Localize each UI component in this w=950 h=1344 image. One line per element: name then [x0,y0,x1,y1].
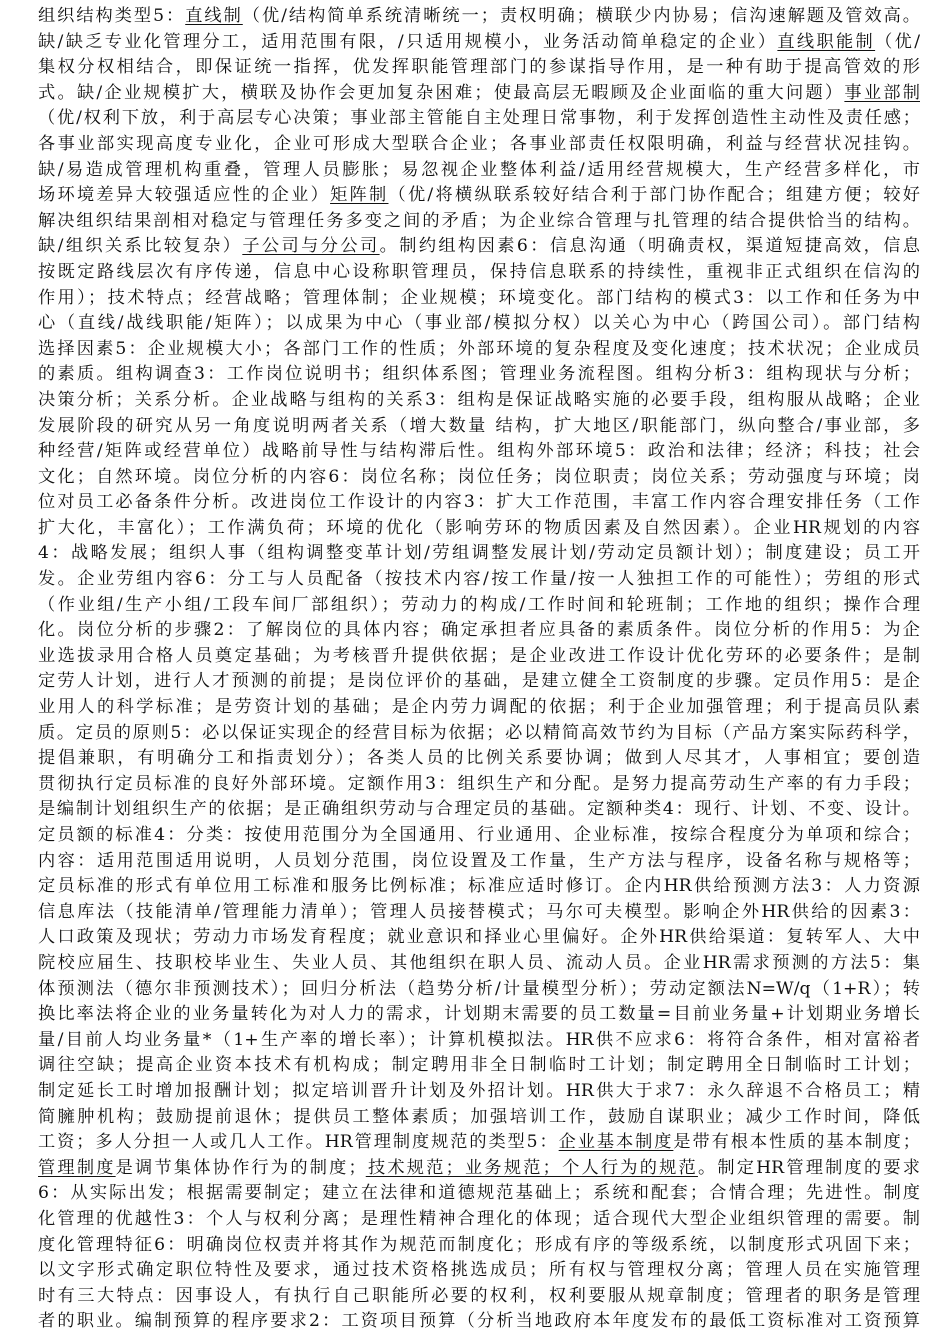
text-line [38,1258,920,1284]
text-line [38,388,920,414]
text-segment: （优/结构简单系统清晰统一；责权明确；横联少内协易；信沟速解题及管效高。 [242,6,920,26]
text-segment: 以文字形式确定职位特性及要求，通过技术资格挑选成员；所有权与管理权分离；管理人员在实施管理 [38,1260,920,1281]
text-line [38,1130,920,1156]
text-line [38,1181,920,1207]
text-line [38,541,920,567]
text-line [38,30,920,56]
text-line [38,209,920,235]
text-segment: 定员额的标准4：分类：按使用范围分为全国通用、行业通用、企业标准，按综合程度分为单项和综合； [38,825,920,845]
text-line [38,977,920,1003]
text-line [38,158,920,184]
text-line [38,1053,920,1079]
text-line [38,106,920,132]
text-segment: 式。缺/企业规模扩大，横联及协作会更加复杂困难；使最高层无暇顾及企业面临的重大问题） [38,82,845,103]
text-segment: 人口政策及现状；劳动力市场发育程度；就业意识和择业心里偏好。企外HR供给渠道：复转军人、大中 [38,927,920,948]
text-segment: 换比率法将企业的业务量转化为对人力的需求，计划期末需要的员工数量=目前业务量+计划期业务增长 [38,1004,920,1025]
text-segment: 发展阶段的研究从另一角度说明两者关系（增大数量 结构，扩大地区/职能部门，纵向整合/事业部，多 [38,415,920,436]
text-line [38,311,920,337]
text-segment: 贯彻执行定员标准的良好外部环境。定额作用3：组织生产和分配。是努力提高劳动生产率的有力手段； [38,773,920,794]
text-segment: 院校应届生、技职校毕业生、失业人员、其他组织在职人员、流动人员。企业HR需求预测的方法5：集 [38,952,920,973]
text-segment: 提倡兼职，有明确分工和指责划分）；各类人员的比例关系要协调；做到人尽其才，人事相宜；要创造 [38,748,920,769]
text-segment: 化。岗位分析的步骤2：了解岗位的具体内容；确定承担者应具备的素质条件。岗位分析的作用5：为企 [38,620,920,641]
text-segment: （作业组/生产小组/工段车间厂部组织）；劳动力的构成/工作时间和轮班制；工作地的组织；操作合理 [38,594,920,615]
text-segment: 质。定员的原则5：必以保证实现企的经营目标为依据；必以精简高效节约为目标（产品方案实际药科学， [38,722,920,743]
text-line [38,1156,920,1182]
text-line [38,362,920,388]
text-segment: 化管理的优越性3：个人与权利分离；是理性精神合理化的体现；适合现代大型企业组织管理的需要。制 [38,1208,920,1229]
text-line [38,81,920,107]
text-line [38,925,920,951]
text-line [38,695,920,721]
text-segment: 量/目前人均业务量*（1+生产率的增长率）；计算机模拟法。HR供不应求6：将符合条件，相对富裕者 [38,1029,920,1050]
text-line [38,721,920,747]
text-line [38,1207,920,1233]
text-segment: 内容：适用范围适用说明，人员划分范围，岗位设置及工作量，生产方法与程序，设备名称与规格等； [38,850,920,871]
underlined-term: 企业基本制度 [558,1132,674,1153]
text-line [38,669,920,695]
text-line [38,1028,920,1054]
text-segment: 按既定路线层次有序传递，信息中心设称职管理员，保持信息联系的持续性，重视非正式组织在信沟的 [38,261,920,282]
text-segment: 扩大化，丰富化）；工作满负荷；环境的优化（影响劳环的物质因素及自然因素）。企业HR规划的内容 [38,517,920,538]
text-segment: 调往空缺；提高企业资本技术有机构成；制定聘用非全日制临时工计划；制定聘用全日制临时工计划； [38,1055,920,1076]
text-line [38,874,920,900]
text-line [38,183,920,209]
text-line [38,439,920,465]
text-segment: 缺/易造成管理机构重叠，管理人员膨胀；易忽视企业整体利益/适用经营规模大，生产经营多样化，市 [38,159,920,180]
text-segment: 是调节集体协作行为的制度； [115,1157,366,1178]
text-segment: 缺/组织关系比较复杂） [38,236,243,257]
text-segment: 发。企业劳组内容6：分工与人员配备（按技术内容/按工作量/按一人独担工作的可能性）；劳组的形式 [38,569,920,590]
text-segment: 是带有根本性质的基本制度； [673,1132,920,1153]
text-line [38,849,920,875]
text-segment: 场环境差异大较强适应性的企业） [38,185,331,206]
text-segment: 。制定HR管理制度的要求 [697,1157,920,1178]
text-segment: 位对员工必备条件分析。改进岗位工作设计的内容3：扩大工作范围，丰富工作内容合理安排任务（工作 [38,492,920,513]
text-segment: 。制约组构因素6：信息沟通（明确责权，渠道短捷高效，信息 [379,236,920,257]
text-line [38,55,920,81]
text-line [38,618,920,644]
underlined-term: 矩阵制 [330,185,389,206]
text-line [38,414,920,440]
text-segment: 作用）；技术特点；经营战略；管理体制；企业规模；环境变化。部门结构的模式3：以工作和任务为中 [38,287,920,308]
text-segment: 制定延长工时增加报酬计划；拟定培训晋升计划及外招计划。HR供大于求7：永久辞退不合格员工；精 [38,1080,920,1101]
text-line [38,746,920,772]
text-segment: 业用人的科学标准；是劳资计划的基础；是企内劳力调配的依据；利于企业加强管理；利于提高员队素 [38,697,920,718]
text-segment: 缺/缺乏专业化管理分工，适用范围有限，/只适用规模小，业务活动简单稳定的企业） [38,31,778,52]
text-segment: （优/权利下放，利于高层专心决策；事业部主管能自主处理日常事物，利于发挥创造性主动性及责任感； [38,108,920,129]
text-segment: 决策分析；关系分析。企业战略与组构的关系3：组构是保证战略实施的必要手段，组构服从战略；企业 [38,389,920,410]
text-line [38,797,920,823]
text-segment: 工资；多人分担一人或几人工作。HR管理制度规范的类型5： [38,1132,559,1153]
text-line [38,772,920,798]
text-line [38,234,920,260]
text-segment: 业选拔录用合格人员奠定基础；为考核晋升提供依据；是企业改进工作设计优化劳环的必要条件；是制 [38,645,920,666]
underlined-term: 技术规范；业务规范；个人行为的规范 [365,1157,698,1178]
text-line [38,823,920,849]
text-segment: 度化管理特征6：明确岗位权责并将其作为规范而制度化；形成有序的等级系统，以制度形式巩固下来； [38,1234,920,1255]
text-line [38,132,920,158]
text-line [38,4,920,30]
text-segment: 体预测法（德尔非预测技术）；回归分析法（趋势分析/计量模型分析）；劳动定额法N=W/q（1+R）；转 [38,978,920,999]
text-segment: 6：从实际出发；根据需要制定；建立在法律和道德规范基础上；系统和配套；合情合理；先进性。制度 [38,1183,920,1204]
text-line [38,1284,920,1310]
text-segment: （优/ [875,31,920,52]
text-segment: 集权分权相结合，即保证统一指挥，优发挥职能管理部门的参谋指导作用，是一种有助于提高管效的形 [38,57,920,78]
text-line [38,465,920,491]
text-segment: 选择因素5：企业规模大小；各部门工作的性质；外部环境的复杂程度及变化速度；技术状况；企业成员 [38,338,920,359]
text-line [38,567,920,593]
text-line [38,516,920,542]
text-line [38,1002,920,1028]
text-segment: 种经营/矩阵或经营单位）战略前导性与结构滞后性。组构外部环境5：政治和法律；经济；科技；社会 [38,441,920,462]
text-segment: 信息库法（技能清单/管理能力清单）；管理人员接替模式；马尔可夫模型。影响企外HR供给的因素3： [38,901,920,922]
text-segment: 定员标准的形式有单位用工标准和服务比例标准；标准应适时修订。企内HR供给预测方法3：人力资源 [38,876,920,897]
text-line [38,900,920,926]
text-segment: 的素质。组构调查3：工作岗位说明书；组织体系图；管理业务流程图。组构分析3：组构现状与分析； [38,364,920,385]
underlined-term: 管理制度 [38,1157,116,1178]
underlined-term: 直线职能制 [777,31,876,52]
underlined-term: 直线制 [185,6,243,26]
text-line [38,644,920,670]
underlined-term: 子公司与分公司 [242,236,380,257]
text-segment: 简臃肿机构；鼓励提前退休；提供员工整体素质；加强培训工作，鼓励自谋职业；减少工作时间，降低 [38,1106,920,1127]
text-line [38,490,920,516]
text-segment: 时有三大特点：因事设人，有执行自己职能所必要的权利，权利要服从规章制度；管理者的职务是管理 [38,1285,920,1306]
text-segment: 心（直线/战线职能/矩阵）；以成果为中心（事业部/模拟分权）以关心为中心（跨国公司）。部门结构 [38,313,920,334]
text-segment: 解决组织结果剖相对稳定与管理任务多变之间的矛盾；为企业综合管理与扎管理的结合提供恰当的结构。 [38,210,920,231]
text-line [38,1079,920,1105]
text-line [38,1233,920,1259]
text-line [38,260,920,286]
text-line [38,593,920,619]
text-segment: 文化；自然环境。岗位分析的内容6：岗位名称；岗位任务；岗位职责；岗位关系；劳动强度与环境；岗 [38,466,920,487]
text-line [38,951,920,977]
text-segment: 组织结构类型5： [38,6,186,26]
text-line [38,1309,920,1335]
underlined-term: 事业部制 [844,82,920,103]
text-line [38,1105,920,1131]
text-segment: 者的职业。编制预算的程序要求2：工资项目预算（分析当地政府本年度发布的最低工资标准对工资预算 [38,1311,920,1332]
text-segment: 是编制计划组织生产的依据；是正确组织劳动与合理定员的基础。定额种类4：现行、计划、不变、设计。 [38,799,920,820]
text-segment: 定劳人计划，进行人才预测的前提；是岗位评价的基础，是建立健全工资制度的步骤。定员作用5：是企 [38,671,920,692]
text-segment: 各事业部实现高度专业化，企业可形成大型联合企业；各事业部责任权限明确，利益与经营状况挂钩。 [38,133,920,154]
text-line [38,337,920,363]
text-segment: 4：战略发展；组织人事（组构调整变革计划/劳组调整发展计划/劳动定员额计划）；制度建设；员工开 [38,543,920,564]
text-line [38,286,920,312]
text-segment: （优/将横纵联系较好结合利于部门协作配合；组建方便；较好 [388,185,920,206]
